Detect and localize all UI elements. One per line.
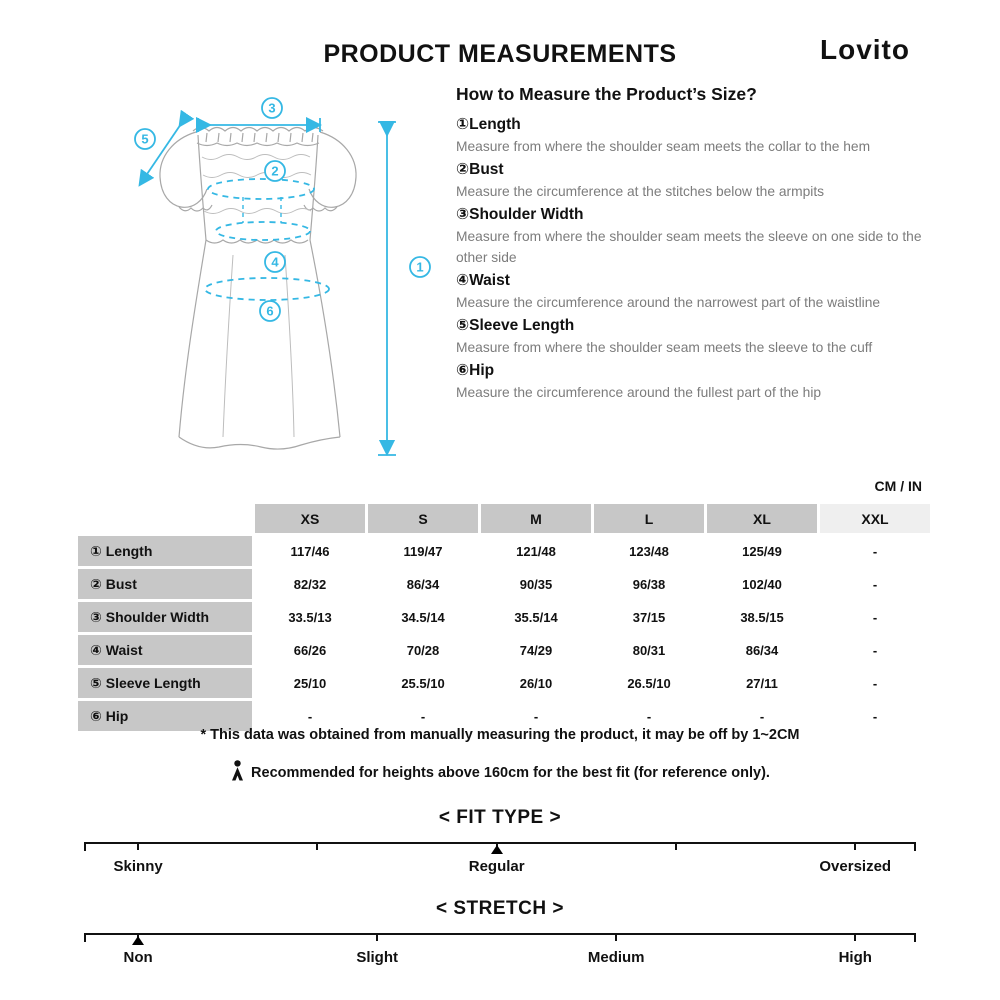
brand-logo: Lovito bbox=[820, 34, 910, 65]
size-column-header: L bbox=[594, 504, 704, 533]
scale-marker bbox=[491, 845, 503, 854]
measurement-cell: 34.5/14 bbox=[368, 602, 478, 632]
scale-option-label: Medium bbox=[587, 949, 645, 966]
table-row bbox=[78, 536, 930, 566]
scale-track bbox=[85, 933, 915, 973]
guide-item-desc: Measure from where the shoulder seam meets the sleeve on one side to the other side bbox=[456, 229, 922, 265]
callout-bust: 2 bbox=[271, 163, 279, 179]
diagram-callouts bbox=[135, 98, 430, 321]
measurement-cell: - bbox=[594, 701, 704, 731]
measurement-cell: 26/10 bbox=[481, 668, 591, 698]
guide-item bbox=[456, 159, 932, 202]
measurement-cell: - bbox=[255, 701, 365, 731]
scale-tick bbox=[316, 842, 318, 850]
measurement-row-label: ③ Shoulder Width bbox=[78, 602, 252, 632]
accuracy-note: * This data was obtained from manually measuring the product, it may be off by 1~2CM bbox=[200, 727, 800, 743]
table-header-row bbox=[78, 504, 930, 533]
guide-item-title: ①Length bbox=[456, 116, 521, 133]
scale bbox=[85, 897, 915, 969]
callout-hip: 6 bbox=[266, 303, 274, 319]
measurement-cell: 86/34 bbox=[368, 569, 478, 599]
measurement-row-label: ⑥ Hip bbox=[78, 701, 252, 731]
measurement-cell: 26.5/10 bbox=[594, 668, 704, 698]
scale-option-label: Oversized bbox=[819, 858, 892, 875]
measurement-cell: 74/29 bbox=[481, 635, 591, 665]
dress-sketch bbox=[75, 85, 440, 480]
measurement-cell: 102/40 bbox=[707, 569, 817, 599]
measurement-cell: 96/38 bbox=[594, 569, 704, 599]
guide-item-desc: Measure the circumference around the fullest part of the hip bbox=[456, 385, 822, 400]
callout-sleeve: 5 bbox=[141, 131, 149, 147]
measurement-cell: 33.5/13 bbox=[255, 602, 365, 632]
measurement-cell: 35.5/14 bbox=[481, 602, 591, 632]
measurement-cell: - bbox=[707, 701, 817, 731]
guide-heading: How to Measure the Product’s Size? bbox=[456, 84, 757, 104]
table-row bbox=[78, 668, 930, 698]
scale-endcap-left bbox=[84, 933, 86, 942]
dress-measurement-diagram bbox=[75, 85, 440, 485]
height-note-text: Recommended for heights above 160cm for the best fit (for reference only). bbox=[251, 765, 770, 781]
height-note bbox=[0, 760, 1000, 781]
measurement-cell: 117/46 bbox=[255, 536, 365, 566]
measure-guide-items bbox=[456, 114, 932, 403]
measurement-cell: 38.5/15 bbox=[707, 602, 817, 632]
guide-item-title: ③Shoulder Width bbox=[456, 206, 584, 223]
guide-item-desc: Measure the circumference around the narrowest part of the waistline bbox=[456, 295, 881, 310]
table-row bbox=[78, 635, 930, 665]
scale-tick bbox=[137, 842, 139, 850]
size-column-header: XL bbox=[707, 504, 817, 533]
measurement-cell: 121/48 bbox=[481, 536, 591, 566]
measurement-cell: 86/34 bbox=[707, 635, 817, 665]
scale-tick bbox=[615, 933, 617, 941]
guide-item bbox=[456, 204, 932, 268]
scale-marker bbox=[132, 936, 144, 945]
guide-item-desc: Measure from where the shoulder seam meets the sleeve to the cuff bbox=[456, 340, 873, 355]
scale-title: < STRETCH > bbox=[436, 898, 564, 919]
guide-item bbox=[456, 270, 932, 313]
scale-line bbox=[85, 933, 915, 935]
scale-tick bbox=[675, 842, 677, 850]
callout-length: 1 bbox=[416, 259, 424, 275]
scale-tick bbox=[854, 842, 856, 850]
size-column-header: XS bbox=[255, 504, 365, 533]
scale-tick bbox=[854, 933, 856, 941]
guide-item-desc: Measure the circumference at the stitches below the armpits bbox=[456, 184, 825, 199]
callout-shoulder: 3 bbox=[268, 100, 276, 116]
scale-option-label: Slight bbox=[356, 949, 398, 966]
size-table bbox=[75, 501, 933, 734]
callout-waist: 4 bbox=[271, 254, 279, 270]
scale-line bbox=[85, 842, 915, 844]
measure-guide bbox=[456, 84, 932, 405]
measurement-cell: 27/11 bbox=[707, 668, 817, 698]
guide-item bbox=[456, 315, 932, 358]
size-column-header: S bbox=[368, 504, 478, 533]
measurement-cell: - bbox=[820, 602, 930, 632]
measurement-cell: 25/10 bbox=[255, 668, 365, 698]
guide-item-title: ②Bust bbox=[456, 161, 504, 178]
guide-item-desc: Measure from where the shoulder seam meets the collar to the hem bbox=[456, 139, 871, 154]
measurement-cell: 123/48 bbox=[594, 536, 704, 566]
measurement-cell: 66/26 bbox=[255, 635, 365, 665]
scale-endcap-right bbox=[914, 933, 916, 942]
measurement-cell: - bbox=[481, 701, 591, 731]
scale-endcap-left bbox=[84, 842, 86, 851]
table-corner-cell bbox=[78, 504, 252, 533]
measurement-cell: 82/32 bbox=[255, 569, 365, 599]
guide-item-title: ④Waist bbox=[456, 272, 510, 289]
measurement-cell: 37/15 bbox=[594, 602, 704, 632]
scale-tick bbox=[376, 933, 378, 941]
dress-outline bbox=[160, 128, 356, 450]
guide-item-title: ⑥Hip bbox=[456, 362, 495, 379]
person-height-icon bbox=[230, 760, 245, 781]
measurement-cell: - bbox=[820, 569, 930, 599]
measurement-cell: - bbox=[820, 536, 930, 566]
measurement-cell: 90/35 bbox=[481, 569, 591, 599]
scale-track bbox=[85, 842, 915, 882]
scale-option-label: Skinny bbox=[113, 858, 163, 875]
size-column-header: XXL bbox=[820, 504, 930, 533]
scale-option-label: Regular bbox=[468, 858, 525, 875]
measurement-cell: 70/28 bbox=[368, 635, 478, 665]
size-column-header: M bbox=[481, 504, 591, 533]
unit-label: CM / IN bbox=[874, 478, 922, 494]
scale-title: < FIT TYPE > bbox=[438, 807, 562, 828]
measurement-row-label: ① Length bbox=[78, 536, 252, 566]
guide-item bbox=[456, 360, 932, 403]
guide-item-title: ⑤Sleeve Length bbox=[456, 317, 575, 334]
measurement-cell: 80/31 bbox=[594, 635, 704, 665]
measurement-cell: - bbox=[820, 701, 930, 731]
measurement-row-label: ② Bust bbox=[78, 569, 252, 599]
measurement-cell: - bbox=[820, 635, 930, 665]
scale bbox=[85, 806, 915, 878]
guide-item bbox=[456, 114, 932, 157]
scale-option-label: High bbox=[838, 949, 872, 966]
table-row bbox=[78, 602, 930, 632]
measurement-row-label: ⑤ Sleeve Length bbox=[78, 668, 252, 698]
page-title: PRODUCT MEASUREMENTS bbox=[323, 40, 677, 68]
measurement-cell: - bbox=[368, 701, 478, 731]
scale-option-label: Non bbox=[123, 949, 153, 966]
measurement-row-label: ④ Waist bbox=[78, 635, 252, 665]
measurement-cell: 25.5/10 bbox=[368, 668, 478, 698]
measurement-cell: 119/47 bbox=[368, 536, 478, 566]
measurement-cell: - bbox=[820, 668, 930, 698]
measurement-cell: 125/49 bbox=[707, 536, 817, 566]
scale-endcap-right bbox=[914, 842, 916, 851]
table-row bbox=[78, 569, 930, 599]
